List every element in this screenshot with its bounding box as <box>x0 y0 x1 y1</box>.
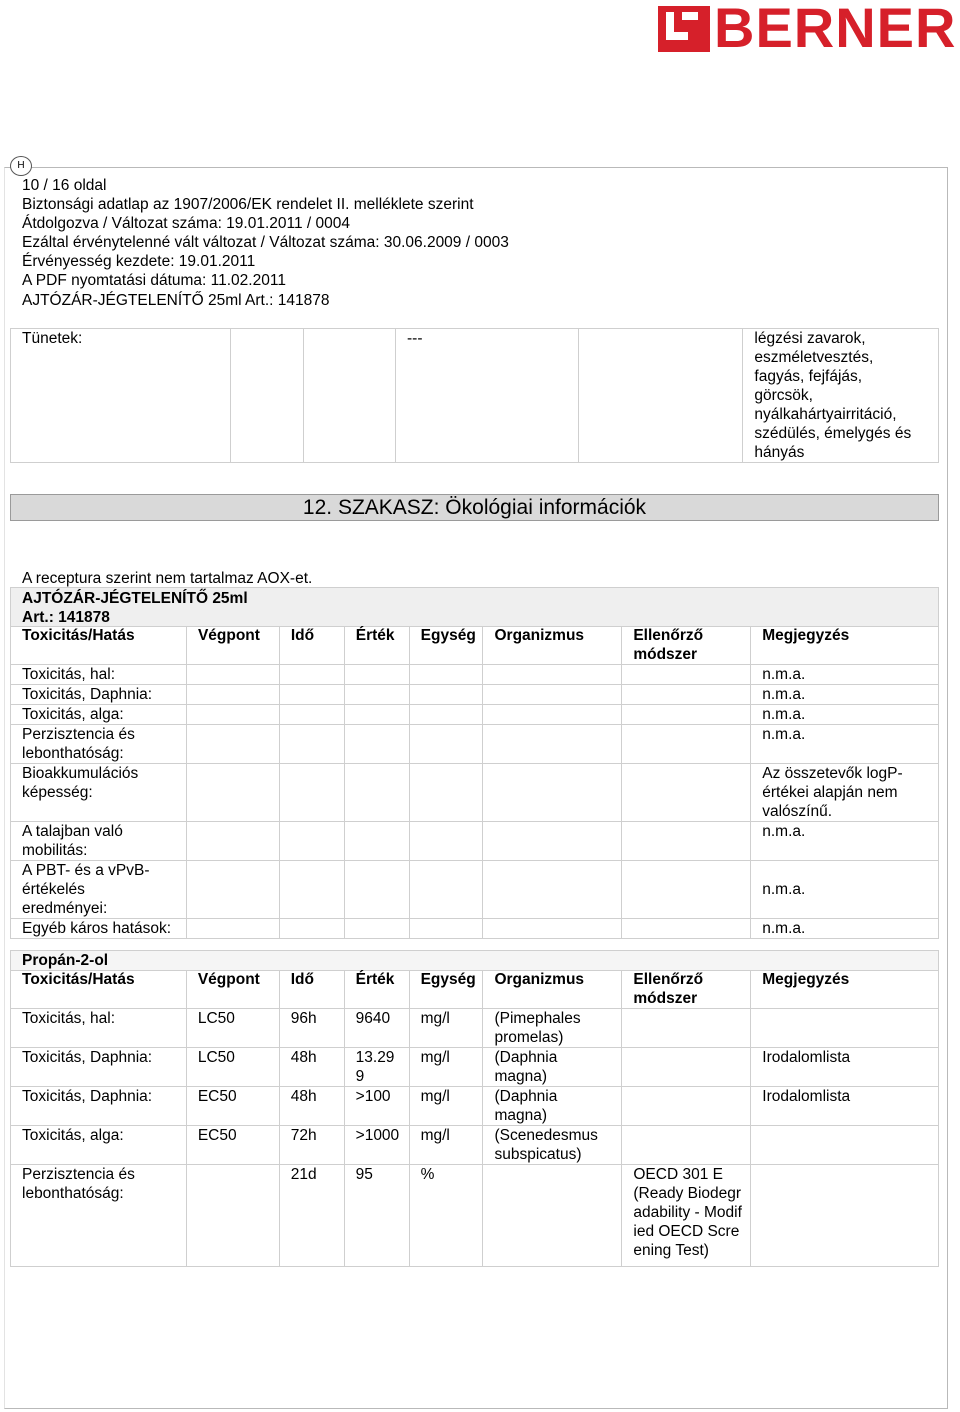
regulation-line: Biztonsági adatlap az 1907/2006/EK rendelet II. melléklete szerint <box>22 196 474 214</box>
table-row: Perzisztencia és lebonthatóság: 21d 95 % OECD 301 E (Ready Biodegradability - Modified OECD Screening Test) <box>11 1165 939 1267</box>
superseded-line: Ezáltal érvénytelenné vált változat / Változat száma: 30.06.2009 / 0003 <box>22 234 509 252</box>
valid-from-line: Érvényesség kezdete: 19.01.2011 <box>22 253 256 271</box>
table-row: A PBT- és a vPvB-értékelés eredményei: n.m.a. <box>11 861 939 919</box>
table-row: Toxicitás, Daphnia: EC50 48h >100 mg/l (Daphnia magna) Irodalomlista <box>11 1087 939 1126</box>
product1-name: AJTÓZÁR-JÉGTELENÍTŐ 25ml Art.: 141878 <box>22 590 248 626</box>
column-header: Toxicitás/Hatás <box>11 626 187 665</box>
table-row: Toxicitás, Daphnia: LC50 48h 13.299 mg/l (Daphnia magna) Irodalomlista <box>11 1048 939 1087</box>
column-header: Érték <box>344 970 409 1009</box>
print-date-line: A PDF nyomtatási dátuma: 11.02.2011 <box>22 272 286 290</box>
berner-logo <box>656 0 958 59</box>
column-header: Érték <box>344 626 409 665</box>
column-header: Megjegyzés <box>751 970 939 1009</box>
symptoms-value: --- <box>396 329 579 463</box>
berner-logo-mark-icon <box>656 4 712 56</box>
table-row: Bioakkumulációs képesség: Az összetevők logP-értékei alapján nem valószínű. <box>11 764 939 822</box>
column-header: Idő <box>279 970 344 1009</box>
revision-line: Átdolgozva / Változat száma: 19.01.2011 / 0004 <box>22 215 351 233</box>
symptoms-label: Tünetek: <box>11 329 231 463</box>
table-row: Toxicitás, hal: LC50 96h 9640 mg/l (Pimephales promelas) <box>11 1009 939 1048</box>
column-header: Végpont <box>186 970 279 1009</box>
table-row: Toxicitás, alga: n.m.a. <box>11 705 939 725</box>
table-row: Perzisztencia és lebonthatóság: n.m.a. <box>11 725 939 764</box>
table-row: A talajban való mobilitás: n.m.a. <box>11 822 939 861</box>
product2-name: Propán-2-ol <box>22 952 109 969</box>
product-line: AJTÓZÁR-JÉGTELENÍTŐ 25ml Art.: 141878 <box>22 291 330 309</box>
table-row: Toxicitás, Daphnia: n.m.a. <box>11 685 939 705</box>
column-header: Organizmus <box>483 970 622 1009</box>
column-header: Idő <box>279 626 344 665</box>
column-header: Egység <box>409 626 483 665</box>
column-header: Egység <box>409 970 483 1009</box>
column-header: Megjegyzés <box>751 626 939 665</box>
column-header: Toxicitás/Hatás <box>11 970 187 1009</box>
table-row <box>11 329 939 463</box>
product1-table <box>10 626 939 939</box>
column-header: Végpont <box>186 626 279 665</box>
berner-logo-text: BERNER <box>714 0 957 59</box>
document-header <box>22 176 509 310</box>
table-header-row <box>11 970 939 1009</box>
column-header: Ellenőrző módszer <box>622 626 751 665</box>
table-header-row <box>11 626 939 665</box>
product2-table <box>10 970 939 1267</box>
table-row: Egyéb káros hatások: n.m.a. <box>11 919 939 939</box>
column-header: Organizmus <box>483 626 622 665</box>
intro-text: A receptura szerint nem tartalmaz AOX-et. <box>22 570 313 587</box>
table-row: Toxicitás, hal: n.m.a. <box>11 665 939 685</box>
symptoms-note: légzési zavarok, eszméletvesztés, fagyás, fejfájás, görcsök, nyálkahártyairritáció, szédülés, émelygés és hányás <box>743 329 939 463</box>
table-row: Toxicitás, alga: EC50 72h >1000 mg/l (Scenedesmus subspicatus) <box>11 1126 939 1165</box>
symptoms-table <box>10 328 939 463</box>
language-badge: H <box>10 156 32 176</box>
column-header: Ellenőrző módszer <box>622 970 751 1009</box>
page-number: 10 / 16 oldal <box>22 177 107 194</box>
product2-header-box <box>10 950 939 971</box>
section-title: 12. SZAKASZ: Ökológiai információk <box>10 494 939 521</box>
